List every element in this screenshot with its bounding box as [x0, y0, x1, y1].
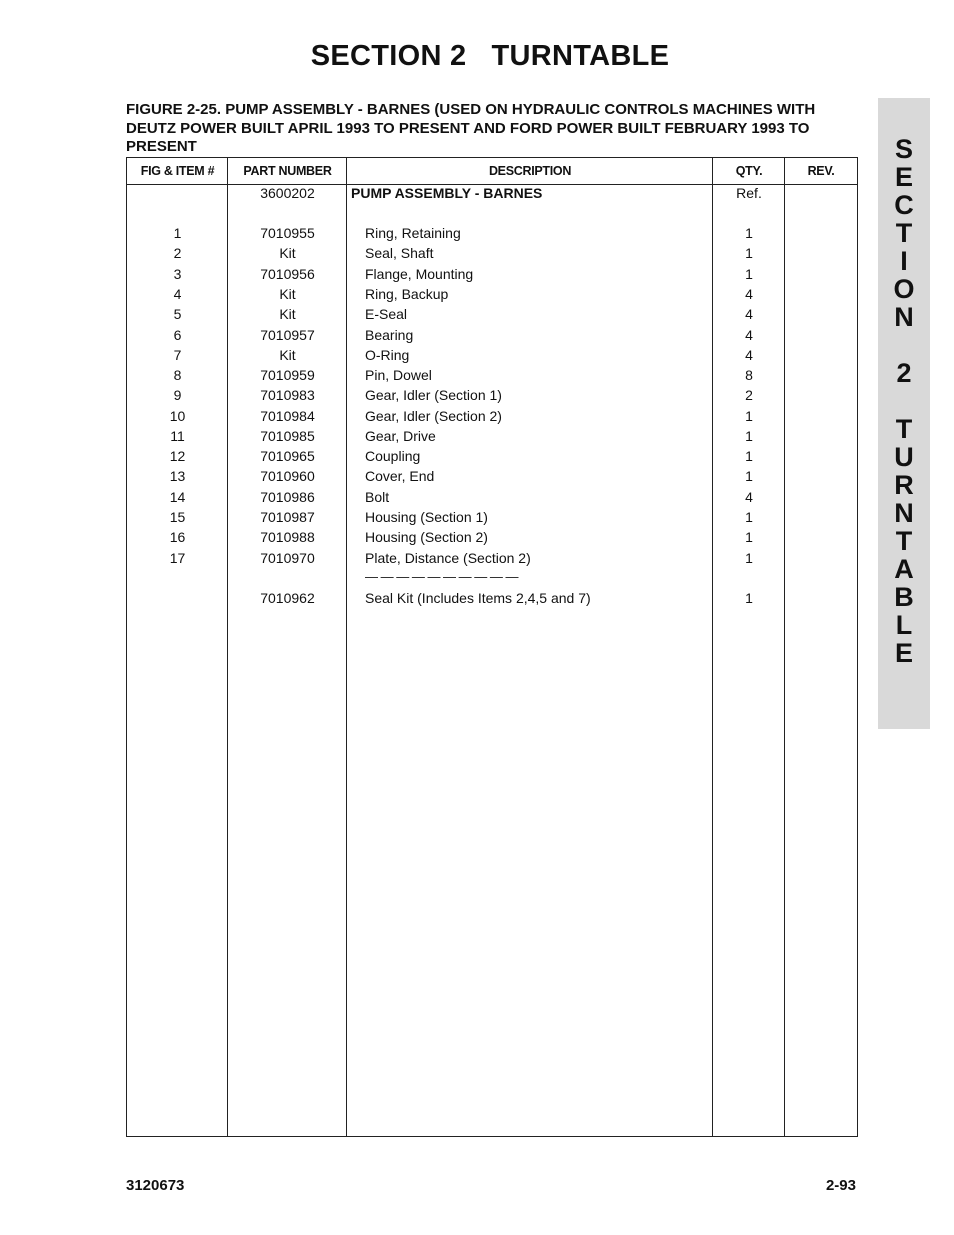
- description: Bolt: [365, 489, 390, 505]
- table-row: [127, 243, 857, 263]
- item-number: 16: [169, 529, 186, 545]
- part-number: Kit: [279, 286, 296, 302]
- col-header-rev: REV.: [807, 164, 835, 178]
- quantity: 1: [745, 266, 753, 282]
- table-row: [127, 264, 857, 284]
- table-row: [127, 325, 857, 345]
- table-row: [127, 284, 857, 304]
- table-row: [127, 527, 857, 547]
- part-number: 7010984: [260, 408, 315, 424]
- quantity: Ref.: [736, 185, 762, 201]
- side-tab-letter: T: [895, 526, 913, 556]
- page-number: 2-93: [825, 1177, 856, 1194]
- item-number: 6: [173, 327, 182, 343]
- item-number: 7: [173, 347, 182, 363]
- part-number: 7010957: [260, 327, 315, 343]
- dash-separator: — — — — — — — — — —: [365, 569, 519, 584]
- col-header-qty: QTY.: [735, 164, 763, 178]
- table-row: [127, 487, 857, 507]
- description: Gear, Idler (Section 1): [365, 387, 502, 403]
- part-number: 3600202: [260, 185, 315, 201]
- side-tab-letter: L: [895, 610, 913, 640]
- description: Seal Kit (Includes Items 2,4,5 and 7): [365, 590, 591, 606]
- part-number: Kit: [279, 245, 296, 261]
- quantity: 1: [745, 448, 753, 464]
- side-tab-letter: E: [894, 162, 913, 192]
- quantity: 4: [745, 347, 753, 363]
- separator-row: [127, 567, 857, 587]
- item-number: 9: [173, 387, 182, 403]
- item-number: 2: [173, 245, 182, 261]
- item-number: 17: [169, 550, 186, 566]
- description: Housing (Section 1): [365, 509, 488, 525]
- section-title: SECTION 2 TURNTABLE: [310, 40, 670, 72]
- quantity: 1: [745, 408, 753, 424]
- quantity: 1: [745, 529, 753, 545]
- part-number: 7010986: [260, 489, 315, 505]
- table-row: [127, 466, 857, 486]
- description: Cover, End: [365, 468, 435, 484]
- description: Ring, Retaining: [365, 225, 461, 241]
- description: Plate, Distance (Section 2): [365, 550, 531, 566]
- figure-caption: FIGURE 2-25. PUMP ASSEMBLY - BARNES (USED ON HYDRAULIC CONTROLS MACHINES WITH DEUTZ POWER BUILT APRIL 1993 TO PRESENT AND FORD POWER BUILT FEBRUARY 1993 TO PRESENT: [126, 101, 816, 155]
- item-number: 4: [173, 286, 182, 302]
- table-row: [127, 446, 857, 466]
- parts-table: [126, 157, 858, 1137]
- table-row: [127, 507, 857, 527]
- description: Ring, Backup: [365, 286, 449, 302]
- item-number: 3: [173, 266, 182, 282]
- table-row-assembly: [127, 183, 857, 203]
- side-tab-letter: R: [894, 470, 914, 500]
- description: Seal, Shaft: [365, 245, 434, 261]
- part-number: Kit: [279, 347, 296, 363]
- side-tab-letter: C: [894, 190, 914, 220]
- part-number: 7010960: [260, 468, 315, 484]
- item-number: 15: [169, 509, 186, 525]
- part-number: 7010985: [260, 428, 315, 444]
- item-number: 13: [169, 468, 186, 484]
- side-tab-letter: I: [900, 246, 908, 276]
- part-number: 7010956: [260, 266, 315, 282]
- side-tab-letter: T: [895, 218, 913, 248]
- quantity: 1: [745, 509, 753, 525]
- quantity: 1: [745, 428, 753, 444]
- part-number: 7010988: [260, 529, 315, 545]
- table-row-kit: [127, 588, 857, 608]
- side-tab-letter: T: [895, 414, 913, 444]
- item-number: 14: [169, 489, 186, 505]
- quantity: 8: [745, 367, 753, 383]
- description: Coupling: [365, 448, 421, 464]
- col-header-part: PART NUMBER: [243, 164, 332, 178]
- quantity: 4: [745, 306, 753, 322]
- side-tab-letter: S: [894, 134, 913, 164]
- side-tab-letter: A: [894, 554, 914, 584]
- part-number: 7010970: [260, 550, 315, 566]
- description: Flange, Mounting: [365, 266, 474, 282]
- item-number: 10: [169, 408, 186, 424]
- item-number: 5: [173, 306, 182, 322]
- description: O-Ring: [365, 347, 410, 363]
- part-number: 7010962: [260, 590, 315, 606]
- side-tab-letter: B: [894, 582, 914, 612]
- quantity: 2: [745, 387, 753, 403]
- description: Pin, Dowel: [365, 367, 432, 383]
- table-row: [127, 426, 857, 446]
- part-number: 7010965: [260, 448, 315, 464]
- col-header-item: FIG & ITEM #: [140, 164, 215, 178]
- item-number: 8: [173, 367, 182, 383]
- quantity: 1: [745, 225, 753, 241]
- table-row: [127, 223, 857, 243]
- quantity: 1: [745, 590, 753, 606]
- table-row: [127, 365, 857, 385]
- quantity: 1: [745, 468, 753, 484]
- part-number: 7010955: [260, 225, 315, 241]
- col-header-description: DESCRIPTION: [488, 164, 572, 178]
- item-number: 12: [169, 448, 186, 464]
- side-tab-letter: O: [893, 274, 915, 304]
- quantity: 4: [745, 327, 753, 343]
- description: Gear, Drive: [365, 428, 436, 444]
- part-number: 7010987: [260, 509, 315, 525]
- quantity: 4: [745, 489, 753, 505]
- description: E-Seal: [365, 306, 408, 322]
- item-number: 11: [170, 428, 185, 444]
- description: Housing (Section 2): [365, 529, 488, 545]
- side-tab-letter: E: [894, 638, 913, 668]
- table-row: [127, 304, 857, 324]
- part-number: Kit: [279, 306, 296, 322]
- side-tab-letter: N: [894, 302, 914, 332]
- table-row: [127, 548, 857, 568]
- description: Gear, Idler (Section 2): [365, 408, 502, 424]
- description: Bearing: [365, 327, 414, 343]
- side-tab-letter: U: [894, 442, 914, 472]
- item-number: 1: [173, 225, 182, 241]
- side-tab-letter: 2: [896, 358, 912, 388]
- part-number: 7010959: [260, 367, 315, 383]
- quantity: 4: [745, 286, 753, 302]
- table-row: [127, 385, 857, 405]
- table-row: [127, 406, 857, 426]
- side-tab-letter: N: [894, 498, 914, 528]
- section-side-tab: [878, 98, 930, 729]
- description: PUMP ASSEMBLY - BARNES: [351, 185, 543, 201]
- part-number: 7010983: [260, 387, 315, 403]
- table-header: [127, 158, 857, 185]
- table-row: [127, 345, 857, 365]
- document-number: 3120673: [126, 1177, 185, 1194]
- quantity: 1: [745, 245, 753, 261]
- quantity: 1: [745, 550, 753, 566]
